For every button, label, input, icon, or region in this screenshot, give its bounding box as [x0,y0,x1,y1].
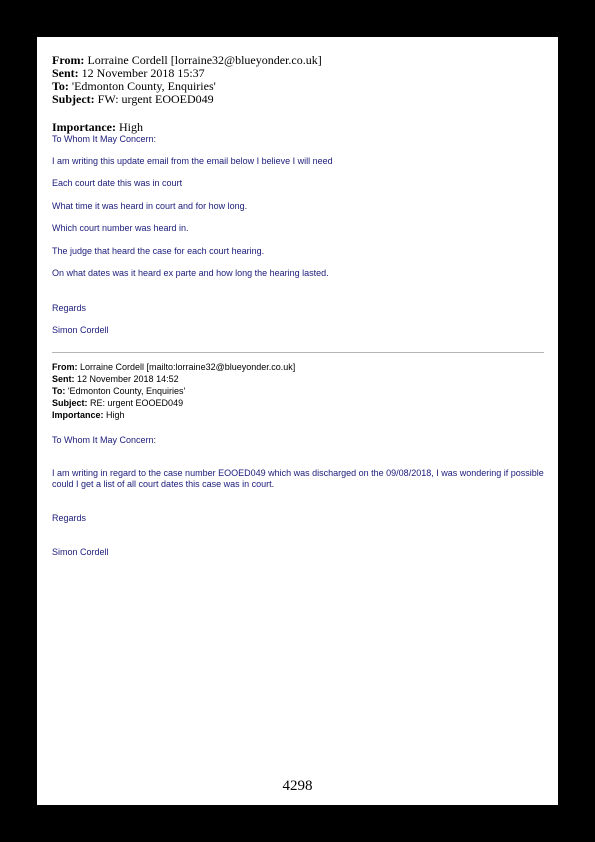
sent-value: 12 November 2018 14:52 [77,374,179,384]
importance-line: Importance: High [52,410,125,420]
from-value: Lorraine Cordell [lorraine32@blueyonder.co.uk] [87,53,322,67]
sent-line: Sent: 12 November 2018 15:37 [52,66,205,80]
importance-line: Importance: High [52,120,143,134]
email-body-line: To Whom It May Concern: [52,134,157,144]
document-page [37,37,558,805]
email-body-paragraph: I am writing in regard to the case number EOOED049 which was discharged on the 09/08/2018, I was wondering if possible could I get a list of all court dates this case was in court. [52,468,544,489]
to-value: 'Edmonton County, Enquiries' [67,386,186,396]
page-number: 4298 [282,778,313,794]
divider [52,352,544,353]
email-body-line: To Whom It May Concern: [52,435,157,445]
importance-value: High [118,120,143,134]
sent-line: Sent: 12 November 2018 14:52 [52,374,179,384]
email-body-line: I am writing this update email from the email below I believe I will need [52,156,333,166]
email-body-line: Which court number was heard in. [52,223,189,233]
regards-line: Regards [52,513,87,523]
subject-line: Subject: RE: urgent EOOED049 [52,398,184,408]
email-body-line: On what dates was it heard ex parte and how long the hearing lasted. [52,268,329,278]
regards-line: Regards [52,303,87,313]
signature-line: Simon Cordell [52,547,109,557]
to-line: To: 'Edmonton County, Enquiries' [52,386,186,396]
to-value: 'Edmonton County, Enquiries' [71,79,216,93]
sent-value: 12 November 2018 15:37 [81,66,205,80]
email-header-original [52,361,295,421]
to-line: To: 'Edmonton County, Enquiries' [52,79,216,93]
subject-line: Subject: FW: urgent EOOED049 [52,92,214,106]
from-value: Lorraine Cordell [mailto:lorraine32@blueyonder.co.uk] [80,362,296,372]
importance-value: High [106,410,125,420]
email-body-line: What time it was heard in court and for how long. [52,201,248,211]
from-line: From: Lorraine Cordell [mailto:lorraine32@blueyonder.co.uk] [52,362,296,372]
subject-value: FW: urgent EOOED049 [97,92,214,106]
email-body-line: The judge that heard the case for each court hearing. [52,246,265,256]
signature-line: Simon Cordell [52,325,109,335]
subject-value: RE: urgent EOOED049 [90,398,184,408]
from-line: From: Lorraine Cordell [lorraine32@blueyonder.co.uk] [52,53,322,67]
email-body-line: Each court date this was in court [52,178,183,188]
email-header-forward [52,54,322,106]
